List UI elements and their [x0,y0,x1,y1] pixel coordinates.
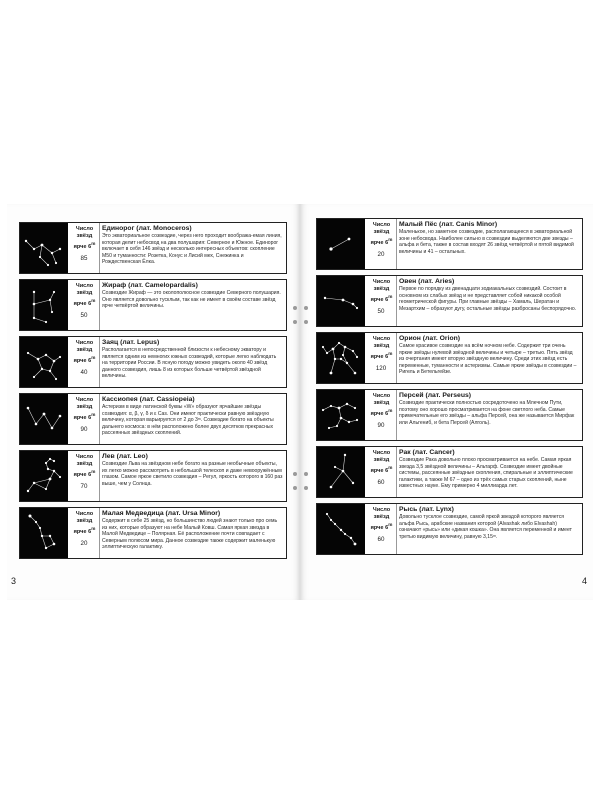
constellation-title: Лев (лат. Leo) [102,453,148,460]
constellation-image [317,276,365,326]
star-count [366,447,397,497]
binding-hole [304,306,308,310]
binding-hole [293,306,297,310]
constellation-entry [316,332,583,384]
constellation-title: Единорог (лат. Monoceros) [102,225,192,232]
star-count [366,219,397,269]
constellation-entry [316,503,583,555]
star-count-value: 90 [80,426,88,433]
constellation-description: Созвездие Жираф — это околополюсное созвездие Северного полушария. Оно является довольно тусклым, так как не имеет в своём составе звёзд ярче четвёртой величины. [102,290,281,309]
constellation-entry [316,446,583,498]
page-number: 4 [581,576,587,586]
star-count-label: Число звёзд ярче 6$^m$ [370,507,393,531]
constellation-description: Астеризм в виде латинской буквы «W» образуют ярчайшие звёзды созвездия: α, β, γ, δ и ε Cas. Они имеют практически равную звёздную величину, которая варьируется от 2 до 3ᵐ. Созвездие богато на объекты дальнего космоса: в нём расположено более двух десятков прекрасных рассеянных звёздных скоплений. [102,404,274,436]
constellation-image [317,219,365,269]
constellation-entry [19,222,287,274]
constellation-description: Это экваториальное созвездие, через него проходит вообража-емая линия, которая делит небосвод на два полушария: Северное и Южное. Единорог включает в себя 146 звёзд и несколько интересных объектов: скопление М50 и туманности: Розетка, Конус и Лисий мех, Снежинка и Рождественская Ёлка. [102,233,282,265]
binding-hole [304,486,308,490]
star-count [366,390,397,440]
constellation-image [20,223,68,273]
constellation-description: Первое по порядку из двенадцати зодиакальных созвездий. Состоит в основном из слабых звёзд и не представляет собой никакой особой геометрической фигуры. При главные звёзды – Хамаль, Шератан и Мезартхим – образуют дугу, остальные звёзды разбросаны беспорядочно. [399,286,577,312]
binding-hole [293,486,297,490]
binding-hole [293,320,297,324]
star-count [69,337,100,387]
constellation-image [20,451,68,501]
constellation-entry [316,275,583,327]
page-number: 3 [11,576,17,586]
constellation-entry [19,393,287,445]
right-page [300,204,593,600]
constellation-description: Располагается в непосредственной близости к небесному экватору и является одним из немногих южных созвездий, которые легко наблюдать на территории России. В ясную погоду можно увидеть около 40 звёзд данного созвездия, лишь 8 из которых больше четвёртой звёздной величины. [102,347,277,379]
star-count-value: 70 [80,483,88,490]
constellation-entry [19,450,287,502]
left-page [7,204,300,600]
constellation-title: Малый Пёс (лат. Canis Minor) [399,221,498,228]
star-count-label: Число звёзд ярче 6$^m$ [370,450,393,474]
constellation-image [317,333,365,383]
book-spread [7,204,593,600]
constellation-title: Жираф (лат. Camelopardalis) [102,282,198,289]
star-count-value: 120 [375,365,387,372]
star-count-label: Число звёзд ярче 6$^m$ [370,336,393,360]
star-count-value: 60 [377,536,385,543]
star-count [366,276,397,326]
constellation-image [317,447,365,497]
constellation-title: Кассиопея (лат. Cassiopeia) [102,396,195,403]
constellation-image [20,280,68,330]
constellation-entry [316,218,583,270]
star-count [69,223,100,273]
constellation-title: Малая Медведица (лат. Ursa Minor) [102,510,221,517]
star-count [366,504,397,554]
star-count-value: 20 [80,540,88,547]
constellation-description: Содержит в себе 25 звёзд, но большинство людей знают только про семь из них, которые образуют на небе Малый Ковш. Самая яркая звезда в Малой Медведице – Полярная. Её расположение почти совпадает с Северным полюсом мира. Данное созвездие также содержит маленькую эллиптическую галактику. [102,518,278,550]
star-count-label: Число звёзд ярче 6$^m$ [370,393,393,417]
star-count [69,394,100,444]
constellation-image [317,390,365,440]
star-count-label: Число звёзд ярче 6$^m$ [370,222,393,246]
constellation-image [20,508,68,558]
constellation-entry [19,336,287,388]
binding-hole [293,472,297,476]
constellation-title: Персей (лат. Perseus) [399,392,472,399]
constellation-entry [19,507,287,559]
star-count [69,451,100,501]
constellation-description: Маленькое, но заметное созвездие, располагающееся в экваториальной зоне небосвода. Наиболее сильно в созвездии выделяются две звезды – альфа и бета, также в состав входят 26 звёзд четвёртой и пятой видимой величины и 41 – остальных. [399,229,574,255]
constellation-title: Рысь (лат. Lynx) [399,506,454,513]
star-count-value: 85 [80,255,88,262]
constellation-description: Созвездие Льва на звёздном небе богато на разные необычные объекты, их легко можно рассмотреть в небольшой телескоп и даже невооружённым глазом. Самое яркое светило созвездия – Регул, яркость которого в 160 раз выше, чем у Солнца. [102,461,283,487]
binding-hole [304,320,308,324]
star-count-value: 50 [377,308,385,315]
constellation-image [20,337,68,387]
star-count-label: Число звёзд ярче 6$^m$ [370,279,393,303]
star-count-value: 90 [377,422,385,429]
constellation-entry [19,279,287,331]
constellation-image [317,504,365,554]
constellation-title: Орион (лат. Orion) [399,335,461,342]
constellation-title: Овен (лат. Aries) [399,278,455,285]
constellation-image [20,394,68,444]
star-count [69,280,100,330]
constellation-description: Довольно тусклое созвездие, самой яркой звездой которого является альфа Рысь, арабские названия которой (Alvashak либо Elvashah) означают «рысь» или «дикая кошка». Она является переменной и имеет третью видимую величину, равную 3,15ᵐ. [399,514,572,540]
star-count-label: Число звёзд ярче 6$^m$ [73,511,96,535]
binding-hole [304,472,308,476]
star-count-label: Число звёзд ярче 6$^m$ [73,226,96,250]
star-count-value: 50 [80,312,88,319]
star-count-label: Число звёзд ярче 6$^m$ [73,340,96,364]
constellation-description: Созвездие Рака довольно плохо просматривается на небе. Самая яркая звезда 3,5 звёздной величины – Альтарф. Созвездие имеет двойные системы, рассеянные звёздные скопления, спиральные и эллиптические галактики, а также М 67 – одно из трёх самых старых скоплений, ныне известных науке. Ему примерно 4 миллиарда лет. [399,457,573,489]
star-count-label: Число звёзд ярче 6$^m$ [73,283,96,307]
star-count-label: Число звёзд ярче 6$^m$ [73,454,96,478]
star-count-value: 20 [377,251,385,258]
star-count [366,333,397,383]
constellation-title: Рак (лат. Cancer) [399,449,455,456]
constellation-title: Заяц (лат. Lepus) [102,339,160,346]
constellation-description: Самое красивое созвездие на всём ночном небе. Содержит три очень яркие звёзды нулевой звёздной величины и четыре – третью. Пять звёзд из очертания имеют вторую звёздную величину. Среди этих звёзд есть переменные, туманности и астеризмы. Самые яркие звёзды в созвездии – Ригель и Бетельгейзе. [399,343,577,375]
constellation-entry [316,389,583,441]
star-count-value: 40 [80,369,88,376]
constellation-description: Созвездие практически полностью сосредоточено на Млечном Пути, поэтому оно хорошо просматривается на фоне светлого неба. Самые примечательные его звёзды – альфа Персей, она же называется Мирфак или Альгениб, и бета Персей (Алголь). [399,400,575,426]
star-count [69,508,100,558]
star-count-label: Число звёзд ярче 6$^m$ [73,397,96,421]
star-count-value: 60 [377,479,385,486]
